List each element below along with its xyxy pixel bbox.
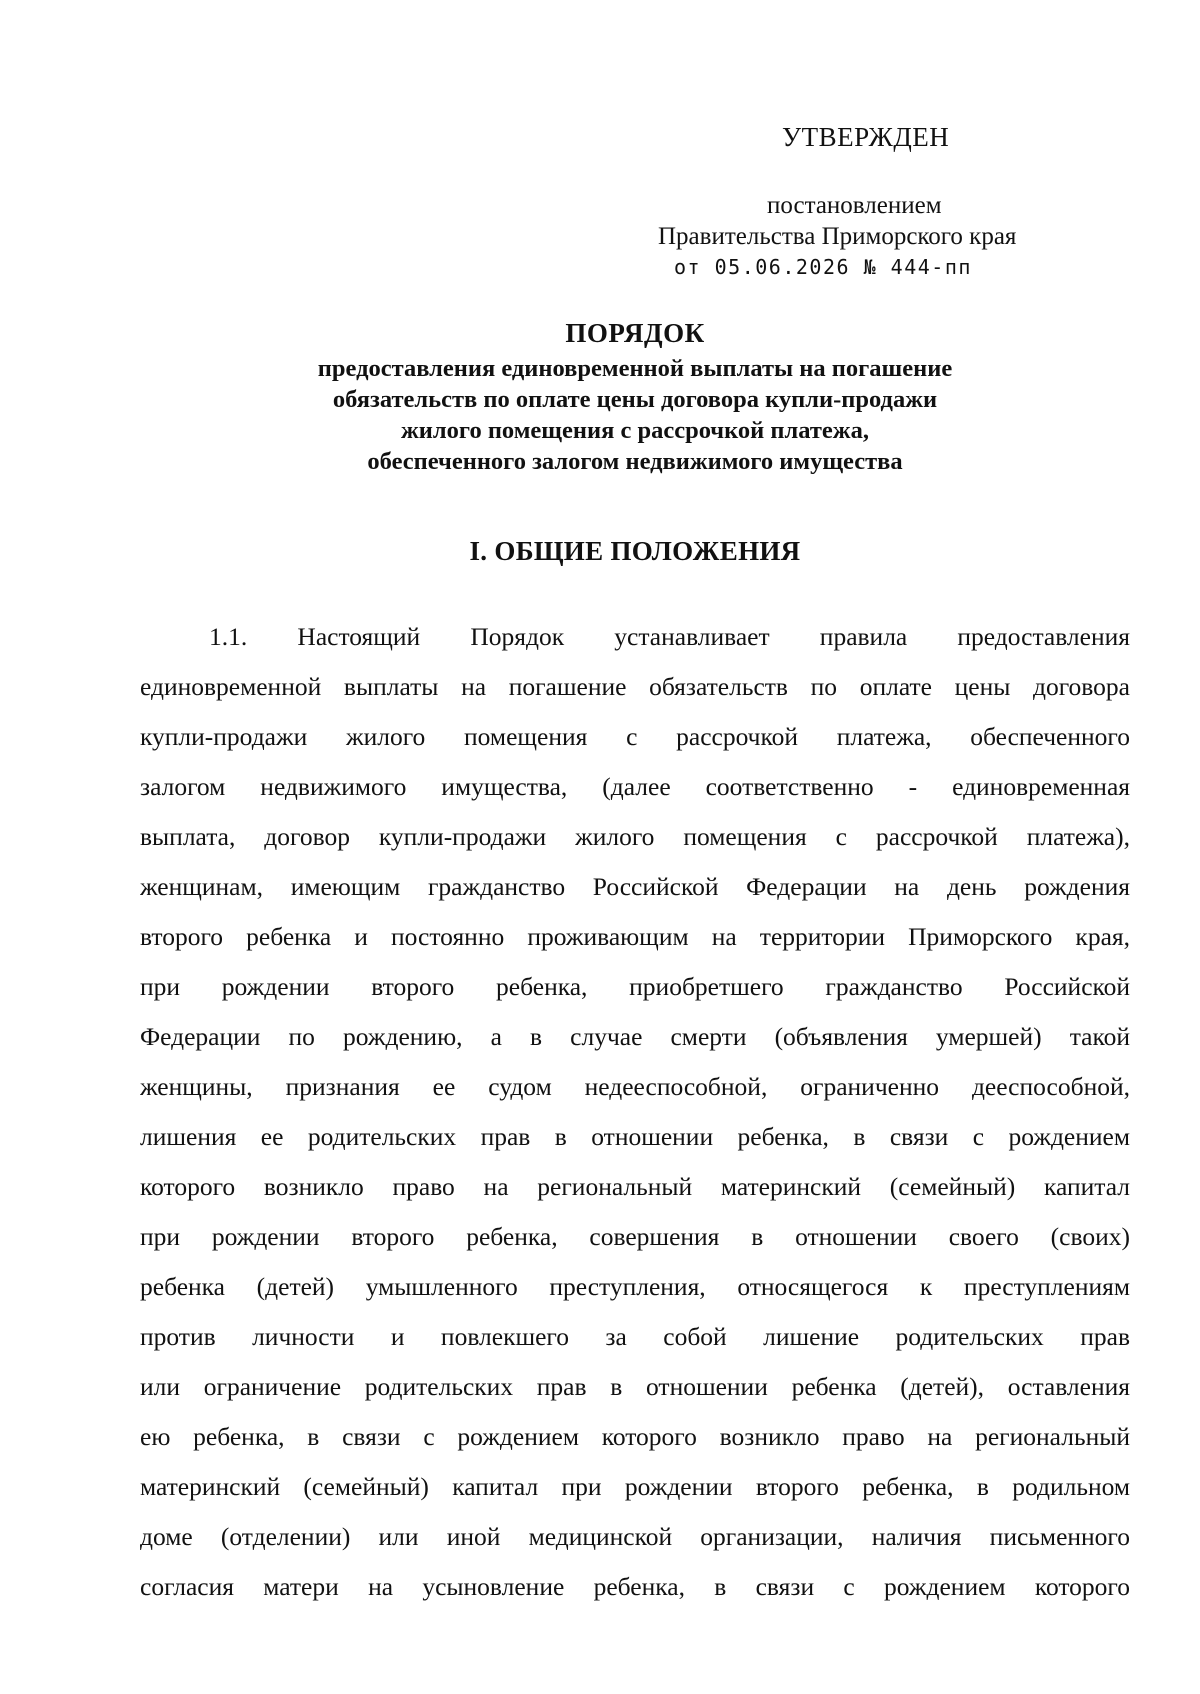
document-subtitle-line: обязательств по оплате цены договора купли-продажи bbox=[332, 386, 938, 413]
body-line: единовременной выплаты на погашение обязательств по оплате цены договора bbox=[140, 672, 1130, 701]
document-subtitle bbox=[0, 353, 1200, 477]
approval-block bbox=[640, 190, 1100, 283]
approval-line-resolution: постановлением bbox=[767, 192, 942, 219]
document-title: ПОРЯДОК bbox=[565, 318, 705, 348]
approval-line-government: Правительства Приморского края bbox=[658, 223, 1017, 250]
body-line: лишения ее родительских прав в отношении ребенка, в связи с рождением bbox=[140, 1122, 1130, 1151]
approval-title: УТВЕРЖДЕН bbox=[782, 122, 950, 152]
body-line: материнский (семейный) капитал при рождении второго ребенка, в родильном bbox=[140, 1472, 1130, 1501]
body-line: или ограничение родительских прав в отношении ребенка (детей), оставления bbox=[140, 1372, 1130, 1401]
body-line: согласия матери на усыновление ребенка, в связи с рождением которого bbox=[140, 1572, 1130, 1601]
body-line: ребенка (детей) умышленного преступления, относящегося к преступлениям bbox=[140, 1272, 1130, 1301]
body-paragraph bbox=[140, 612, 1130, 1612]
body-line: против личности и повлекшего за собой лишение родительских прав bbox=[140, 1322, 1130, 1351]
body-line: женщины, признания ее судом недееспособной, ограниченно дееспособной, bbox=[140, 1072, 1130, 1101]
body-line: женщинам, имеющим гражданство Российской Федерации на день рождения bbox=[140, 872, 1130, 901]
body-line: второго ребенка и постоянно проживающим на территории Приморского края, bbox=[140, 922, 1130, 951]
body-line: ею ребенка, в связи с рождением которого возникло право на региональный bbox=[140, 1422, 1130, 1451]
document-subtitle-line: предоставления единовременной выплаты на погашение bbox=[317, 355, 953, 382]
body-line: при рождении второго ребенка, совершения в отношении своего (своих) bbox=[140, 1222, 1130, 1251]
document-subtitle-line: обеспеченного залогом недвижимого имущества bbox=[367, 448, 903, 475]
body-line: Федерации по рождению, а в случае смерти (объявления умершей) такой bbox=[140, 1022, 1130, 1051]
body-line: выплата, договор купли-продажи жилого помещения с рассрочкой платежа), bbox=[140, 822, 1130, 851]
body-line: при рождении второго ребенка, приобретшего гражданство Российской bbox=[140, 972, 1130, 1001]
approval-line-date-number: от 05.06.2026 № 444-пп bbox=[674, 255, 972, 279]
document-subtitle-line: жилого помещения с рассрочкой платежа, bbox=[401, 417, 869, 444]
body-line: 1.1. Настоящий Порядок устанавливает правила предоставления bbox=[209, 622, 1130, 651]
body-line: которого возникло право на региональный материнский (семейный) капитал bbox=[140, 1172, 1130, 1201]
body-line: доме (отделении) или иной медицинской организации, наличия письменного bbox=[140, 1522, 1130, 1551]
body-line: купли-продажи жилого помещения с рассрочкой платежа, обеспеченного bbox=[140, 722, 1130, 751]
body-line: залогом недвижимого имущества, (далее соответственно - единовременная bbox=[140, 772, 1130, 801]
section-heading: I. ОБЩИЕ ПОЛОЖЕНИЯ bbox=[469, 536, 801, 566]
